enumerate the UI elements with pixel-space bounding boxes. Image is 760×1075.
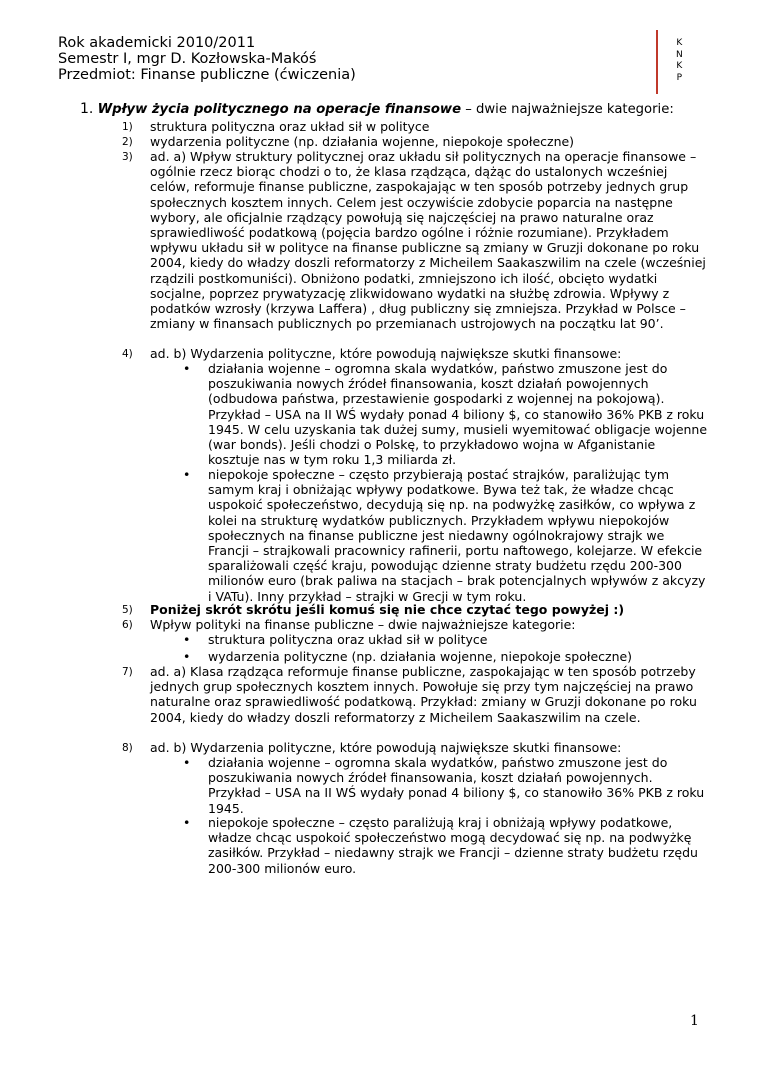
item-number: 3) bbox=[122, 151, 133, 163]
list-item bbox=[122, 664, 710, 725]
logo-letter: K bbox=[676, 61, 683, 71]
bullet-text: działania wojenne – ogromna skala wydatków, państwo zmuszone jest do poszukiwania nowych źródeł finansowania, koszt działań powojennych. Przykład – USA na II WŚ wydały ponad 4 biliony $, co stanowiło 36% PKB z roku 1945. bbox=[208, 755, 705, 816]
item-number: 6) bbox=[122, 619, 133, 631]
item-number: 4) bbox=[122, 348, 133, 360]
section-number: 1. bbox=[80, 101, 94, 117]
item-number: 8) bbox=[122, 742, 133, 754]
list-item bbox=[122, 119, 710, 134]
item-text: ad. b) Wydarzenia polityczne, które powodują największe skutki finansowe: bbox=[150, 740, 622, 755]
list-item bbox=[122, 134, 710, 149]
item-number: 5) bbox=[122, 604, 133, 616]
item-number: 7) bbox=[122, 666, 133, 678]
item-number: 1) bbox=[122, 121, 133, 133]
item-text: struktura polityczna oraz układ sił w polityce bbox=[150, 119, 430, 134]
bullet-text: wydarzenia polityczne (np. działania wojenne, niepokoje społeczne) bbox=[208, 649, 633, 664]
logo-letter: K bbox=[676, 38, 683, 48]
item-text: ad. a) Wpływ struktury politycznej oraz układu sił politycznych na operacje finansowe – ogólnie rzecz biorąc chodzi o to, że klasa rządząca, dążąc do ustalonych wcześniej celów, reformuje finanse publiczne, zaspokajając w ten sposób potrzeby jednych grup społecznych kosztem innych. Celem jest oczywiście zdobycie poparcia na następne wybory, ale oficjalnie rządzący powołują się najczęściej na prawo naturalne oraz sprawiedliwość podatkową (pojęcia bardzo ogólne i różnie rozumiane). Przykładem wpływu układu sił w polityce na finanse publiczne są zmiany w Gruzji dokonane po roku 2004, kiedy do władzy doszli reformatorzy z Micheilem Saakaszwilim na czele (wcześniej rządzili postkomuniści). Obniżono podatki, zmniejszono ich ilość, obcięto wydatki socjalne, poprzez prywatyzację zlikwidowano wydatki na służbę zdrowia. Wpływy z podatków wzrosły (krzywa Laffera) , dług publiczny się zmniejsza. Przykład w Polsce – zmiany w finansach publicznych po przemianach ustrojowych na początku lat 90’. bbox=[150, 149, 706, 332]
item-text: ad. a) Klasa rządząca reformuje finanse publiczne, zaspokajając w ten sposób potrzeby jednych grup społecznych kosztem innych. Powołuje się przy tym najczęściej na prawo naturalne oraz sprawiedliwość podatkową. Przykład: zmiany w Gruzji dokonane po roku 2004, kiedy do władzy doszli reformatorzy z Micheilem Saakaszwilim na czele. bbox=[150, 664, 697, 725]
item-text: wydarzenia polityczne (np. działania wojenne, niepokoje społeczne) bbox=[150, 134, 575, 149]
list-item bbox=[122, 617, 710, 632]
bullet-symbol: • bbox=[183, 649, 191, 664]
list-item bbox=[122, 346, 710, 361]
bullet-symbol: • bbox=[183, 361, 191, 376]
bullet-symbol: • bbox=[183, 467, 191, 482]
section-heading bbox=[80, 102, 700, 117]
list-item bbox=[122, 740, 710, 755]
knkp-logo bbox=[656, 30, 698, 94]
header-semester-lecturer: Semestr I, mgr D. Kozłowska-Makóś bbox=[58, 51, 317, 67]
bullet-symbol: • bbox=[183, 632, 191, 647]
section-title-emphasis: Wpływ życia politycznego na operacje finansowe bbox=[97, 102, 462, 117]
section-title-rest: – dwie najważniejsze kategorie: bbox=[461, 102, 674, 117]
bullet-text: niepokoje społeczne – często paraliżują kraj i obniżają wpływy podatkowe, władze chcąc uspokoić społeczeństwo mogą decydować się np. na podwyżkę zasiłków. Przykład – niedawny strajk we Francji – dzienne straty budżetu rzędu 200-300 milionów euro. bbox=[208, 815, 698, 876]
bullet-text: niepokoje społeczne – często przybierają postać strajków, paraliżując tym samym kraj i obniżając wpływy podatkowe. Bywa też tak, że władze chcąc uspokoić społeczeństwo, decydują się np. na podwyżkę zasiłków, co wpływa z kolei na strukturę wydatków publicznych. Przykładem wpływu niepokojów społecznych na finanse publiczne jest niedawny ogólnokrajowy strajk we Francji – strajkowali pracownicy rafinerii, portu naftowego, kolejarze. W efekcie sparaliżowali część kraju, powodując dzienne straty budżetu rzędu 200-300 milionów euro (brak paliwa na stacjach – brak potencjalnych wpływów z akcyzy i VATu). Inny przykład – strajki w Grecji w tym roku. bbox=[208, 467, 706, 604]
bullet-symbol: • bbox=[183, 755, 191, 770]
logo-letter: N bbox=[676, 49, 683, 60]
document-header bbox=[58, 35, 356, 83]
item-text: ad. b) Wydarzenia polityczne, które powodują największe skutki finansowe: bbox=[150, 346, 622, 361]
item-text-bold: Poniżej skrót skrótu jeśli komuś się nie chce czytać tego powyżej :) bbox=[150, 602, 625, 617]
header-subject: Przedmiot: Finanse publiczne (ćwiczenia) bbox=[58, 67, 356, 83]
logo-red-bar bbox=[656, 30, 658, 94]
logo-letters bbox=[676, 38, 683, 84]
bullet-text: działania wojenne – ogromna skala wydatków, państwo zmuszone jest do poszukiwania nowych źródeł finansowania, koszt działań powojennych (odbudowa państwa, przestawienie gospodarki z wojennej na pokojową). Przykład – USA na II WŚ wydały ponad 4 biliony $, co stanowiło 36% PKB z roku 1945. W celu uzyskania tak dużej sumy, musieli wyemitować obligacje wojenne (war bonds). Jeśli chodzi o Polskę, to przykładowo wojna w Afganistanie kosztuje nas w tym roku 1,3 miliarda zł. bbox=[208, 361, 708, 468]
header-academic-year: Rok akademicki 2010/2011 bbox=[58, 35, 256, 51]
bullet-item bbox=[183, 755, 708, 816]
logo-letter: P bbox=[676, 72, 683, 83]
item-number: 2) bbox=[122, 136, 133, 148]
page-number: 1 bbox=[690, 1013, 699, 1029]
bullet-item bbox=[183, 361, 708, 468]
bullet-symbol: • bbox=[183, 815, 191, 830]
bullet-text: struktura polityczna oraz układ sił w polityce bbox=[208, 632, 488, 647]
bullet-item bbox=[183, 815, 708, 876]
bullet-item bbox=[183, 649, 708, 664]
list-item bbox=[122, 602, 710, 617]
bullet-item bbox=[183, 467, 708, 604]
item-text: Wpływ polityki na finanse publiczne – dwie najważniejsze kategorie: bbox=[150, 617, 576, 632]
list-item bbox=[122, 149, 710, 332]
bullet-item bbox=[183, 632, 708, 647]
